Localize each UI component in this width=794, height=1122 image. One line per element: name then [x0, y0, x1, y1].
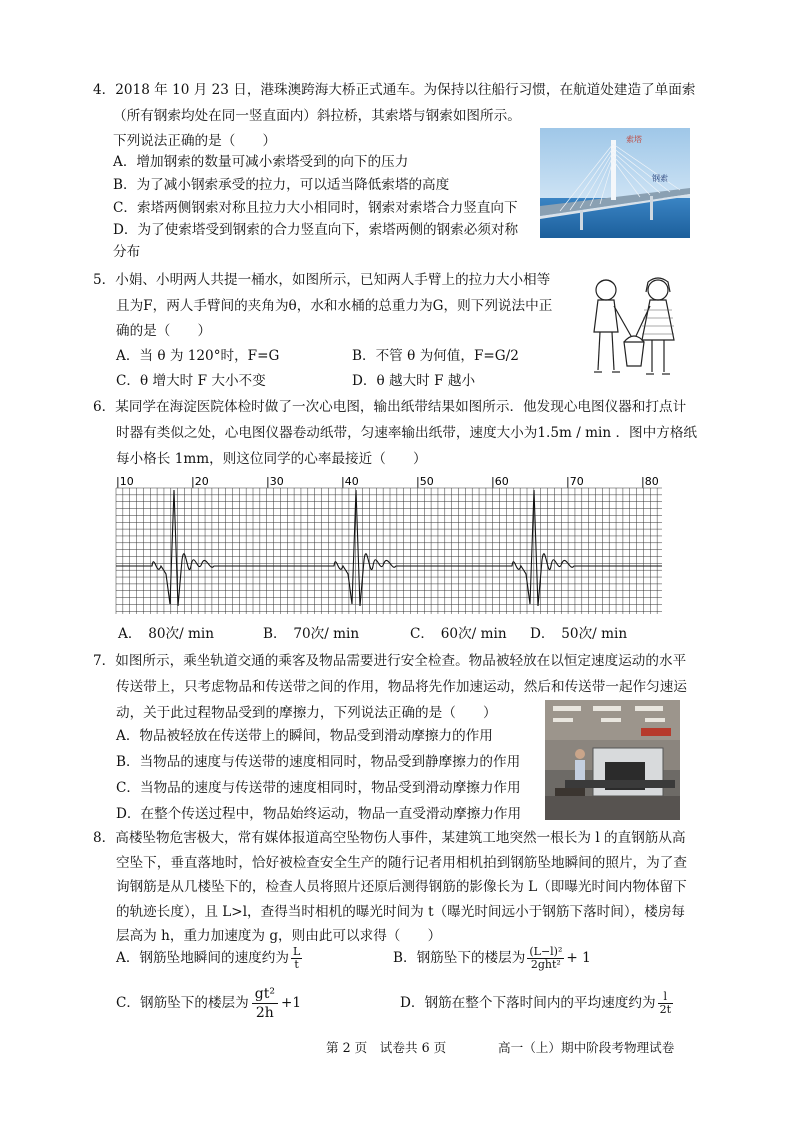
q4-line-2: （所有钢索均处在同一竖直面内）斜拉桥，其索塔与钢索如图所示。	[113, 108, 521, 124]
q5-line-2: 且为F，两人手臂间的夹角为θ，水和水桶的总重力为G，则下列说法中正	[116, 298, 553, 314]
q4-option-d: D．为了使索塔受到钢索的合力竖直向下，索塔两侧的钢索必须对称	[113, 222, 519, 238]
q8-line-4: 的轨迹长度），且 L>l，查得当时相机的曝光时间为 t（曝光时间远小于钢筋下落时间），楼房每	[116, 904, 686, 920]
q8-option-c-fraction	[252, 985, 278, 1022]
q8-option-a-fraction	[291, 946, 302, 971]
q7-line-3: 动，关于此过程物品受到的摩擦力，下列说法正确的是（ ）	[116, 705, 497, 721]
q8-option-c	[116, 985, 301, 1022]
q8-option-d-fraction	[658, 991, 673, 1016]
q7-line-2: 传送带上，只考虑物品和传送带之间的作用，物品将先作加速运动，然后和传送带一起作匀速运	[116, 679, 687, 695]
scale-label: |30	[266, 475, 284, 488]
scale-label: |40	[341, 475, 359, 488]
ecg-grid	[116, 488, 662, 614]
ecg-scale-labels	[116, 475, 659, 488]
q5-option-d: D．θ 越大时 F 越小	[352, 373, 476, 389]
q8-option-c-num: gt²	[252, 985, 278, 1004]
q6-option-b: B． 70次/ min	[263, 626, 360, 642]
q7-option-a: A．物品被轻放在传送带上的瞬间，物品受到滑动摩擦力的作用	[116, 728, 493, 744]
q8-option-b-suffix: + 1	[566, 950, 591, 966]
q8-option-b	[393, 945, 591, 971]
q4-option-d-cont: 分布	[113, 244, 141, 260]
q8-line-3: 询钢筋是从几楼坠下的，检查人员将照片还原后测得钢筋的影像长为 L（即曝光时间内物体留下	[116, 879, 687, 895]
q7-option-c: C．当物品的速度与传送带的速度相同时，物品受到滑动摩擦力作用	[116, 780, 521, 796]
q4-option-a: A．增加钢索的数量可减小索塔受到的向下的压力	[113, 154, 409, 170]
label-cable: 钢索	[652, 174, 668, 183]
label-tower: 索塔	[626, 135, 642, 144]
q4-line-3: 下列说法正确的是（ ）	[113, 133, 277, 149]
q5-option-c: C．θ 增大时 F 大小不变	[116, 373, 266, 389]
footer-exam-title: 高一（上）期中阶段考物理试卷	[498, 1040, 675, 1055]
children-bucket-illustration	[576, 274, 688, 389]
q6-line-2: 时器有类似之处，心电图仪器卷动纸带，匀速率输出纸带，速度大小为1.5m / min ．图中方格纸	[116, 425, 698, 441]
q8-option-b-den: 2ght²	[530, 958, 561, 971]
scale-label: |50	[416, 475, 434, 488]
scale-label: |10	[116, 475, 134, 488]
scale-label: |80	[641, 475, 659, 488]
q5-option-a: A．当 θ 为 120°时，F=G	[116, 348, 280, 364]
bridge-photo	[540, 128, 690, 238]
q8-line-2: 空坠下，垂直落地时，恰好被检查安全生产的随行记者用相机拍到钢筋坠地瞬间的照片，为了查	[116, 855, 687, 871]
q8-option-b-fraction	[527, 946, 564, 971]
q4-option-b: B．为了减小钢索承受的拉力，可以适当降低索塔的高度	[113, 177, 450, 193]
ecg-trace	[116, 490, 662, 606]
q5-line-1: 5．小娟、小明两人共提一桶水，如图所示，已知两人手臂上的拉力大小相等	[93, 272, 551, 288]
q8-option-c-text: C．钢筋坠下的楼层为	[116, 995, 249, 1011]
q6-option-d: D． 50次/ min	[530, 626, 628, 642]
q5-option-b: B．不管 θ 为何值，F=G/2	[352, 348, 519, 364]
security-check-photo	[545, 700, 680, 820]
q4-option-c: C．索塔两侧钢索对称且拉力大小相同时，钢索对索塔合力竖直向下	[113, 200, 518, 216]
q7-option-d: D．在整个传送过程中，物品始终运动，物品一直受滑动摩擦力作用	[116, 806, 522, 822]
q6-option-a: A． 80次/ min	[118, 626, 214, 642]
q8-option-d	[400, 985, 675, 1021]
q6-line-1: 6．某同学在海淀医院体检时做了一次心电图，输出纸带结果如图所示．他发现心电图仪器和打点计	[93, 399, 687, 415]
scale-label: |20	[191, 475, 209, 488]
ecg-strip	[114, 474, 662, 618]
q8-line-1: 8．高楼坠物危害极大，常有媒体报道高空坠物伤人事件，某建筑工地突然一根长为 l 的直钢筋从高	[93, 830, 686, 846]
scale-label: |70	[566, 475, 584, 488]
q8-option-b-text: B．钢筋坠下的楼层为	[393, 950, 526, 966]
q8-option-c-den: 2h	[255, 1005, 274, 1021]
q8-option-a	[116, 945, 304, 971]
q7-option-b: B．当物品的速度与传送带的速度相同时，物品受到静摩擦力的作用	[116, 754, 521, 770]
q8-option-d-den: 2t	[659, 1003, 672, 1016]
q8-line-5: 层高为 h，重力加速度为 g，则由此可以求得（ ）	[116, 928, 442, 944]
q8-option-b-num: (L−l)²	[529, 945, 563, 958]
q6-line-3: 每小格长 1mm，则这位同学的心率最接近（ ）	[116, 451, 427, 467]
q8-option-d-text: D．钢筋在整个下落时间内的平均速度约为	[400, 995, 656, 1011]
q4-line-1: 4．2018 年 10 月 23 日，港珠澳跨海大桥正式通车。为保持以往船行习惯，在航道处建造了单面索	[93, 82, 696, 98]
q8-option-d-num: l	[658, 991, 673, 1004]
scale-label: |60	[491, 475, 509, 488]
q6-option-c: C． 60次/ min	[410, 626, 507, 642]
q8-option-a-num: L	[292, 945, 301, 958]
q5-line-3: 确的是（ ）	[116, 323, 212, 339]
footer-page-number: 第 2 页 试卷共 6 页	[326, 1040, 447, 1055]
q8-option-a-den: t	[294, 958, 299, 971]
q7-line-1: 7．如图所示，乘坐轨道交通的乘客及物品需要进行安全检查。物品被轻放在以恒定速度运动的水平	[93, 653, 687, 669]
q8-option-c-suffix: +1	[280, 995, 301, 1011]
q8-option-a-text: A．钢筋坠地瞬间的速度约为	[116, 950, 289, 966]
